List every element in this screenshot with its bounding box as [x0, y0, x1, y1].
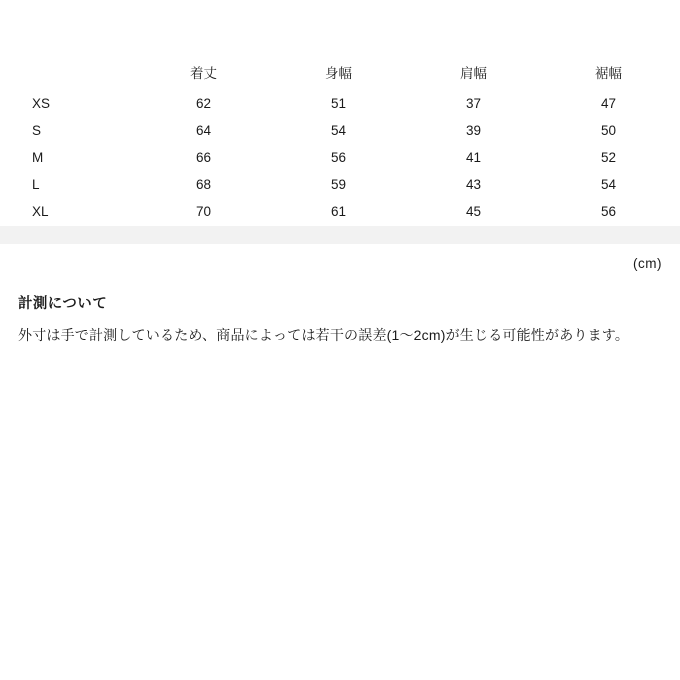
- table-row: [18, 198, 676, 225]
- cell-chest-width: 61: [330, 204, 347, 219]
- row-size-label: M: [32, 150, 44, 165]
- column-header-size: [18, 48, 136, 90]
- column-header-chest-width: 身幅: [325, 66, 352, 81]
- table-row: [18, 117, 676, 144]
- notes-body: 外寸は手で計測しているため、商品によっては若干の誤差(1〜2cm)が生じる可能性があります。: [18, 327, 630, 343]
- cell-shoulder-width: 37: [465, 96, 482, 111]
- cell-length: 64: [195, 123, 212, 138]
- measurement-notes: [18, 292, 668, 346]
- cell-chest-width: 51: [330, 96, 347, 111]
- row-size-label: L: [32, 177, 40, 192]
- cell-length: 62: [195, 96, 212, 111]
- table-row: [18, 144, 676, 171]
- cell-length: 68: [195, 177, 212, 192]
- column-header-length: 着丈: [190, 66, 217, 81]
- size-table-head: [18, 48, 676, 90]
- cell-chest-width: 56: [330, 150, 347, 165]
- row-size-label: S: [32, 123, 42, 138]
- notes-title: 計測について: [18, 296, 108, 312]
- column-header-hem-width: 裾幅: [595, 66, 622, 81]
- cell-hem-width: 56: [600, 204, 617, 219]
- cell-shoulder-width: 41: [465, 150, 482, 165]
- cell-chest-width: 54: [330, 123, 347, 138]
- cell-hem-width: 54: [600, 177, 617, 192]
- size-table: [18, 48, 676, 225]
- column-header-shoulder-width: 肩幅: [460, 66, 487, 81]
- row-size-label: XS: [32, 96, 51, 111]
- cell-shoulder-width: 45: [465, 204, 482, 219]
- table-footer-band: [0, 226, 680, 244]
- table-row: [18, 90, 676, 117]
- cell-hem-width: 52: [600, 150, 617, 165]
- table-row: [18, 171, 676, 198]
- cell-chest-width: 59: [330, 177, 347, 192]
- cell-shoulder-width: 39: [465, 123, 482, 138]
- cell-hem-width: 50: [600, 123, 617, 138]
- cell-hem-width: 47: [600, 96, 617, 111]
- table-header-row: [18, 48, 676, 90]
- cell-shoulder-width: 43: [465, 177, 482, 192]
- cell-length: 70: [195, 204, 212, 219]
- size-table-body: [18, 90, 676, 225]
- cell-length: 66: [195, 150, 212, 165]
- row-size-label: XL: [32, 204, 49, 219]
- unit-note: (cm): [633, 256, 662, 271]
